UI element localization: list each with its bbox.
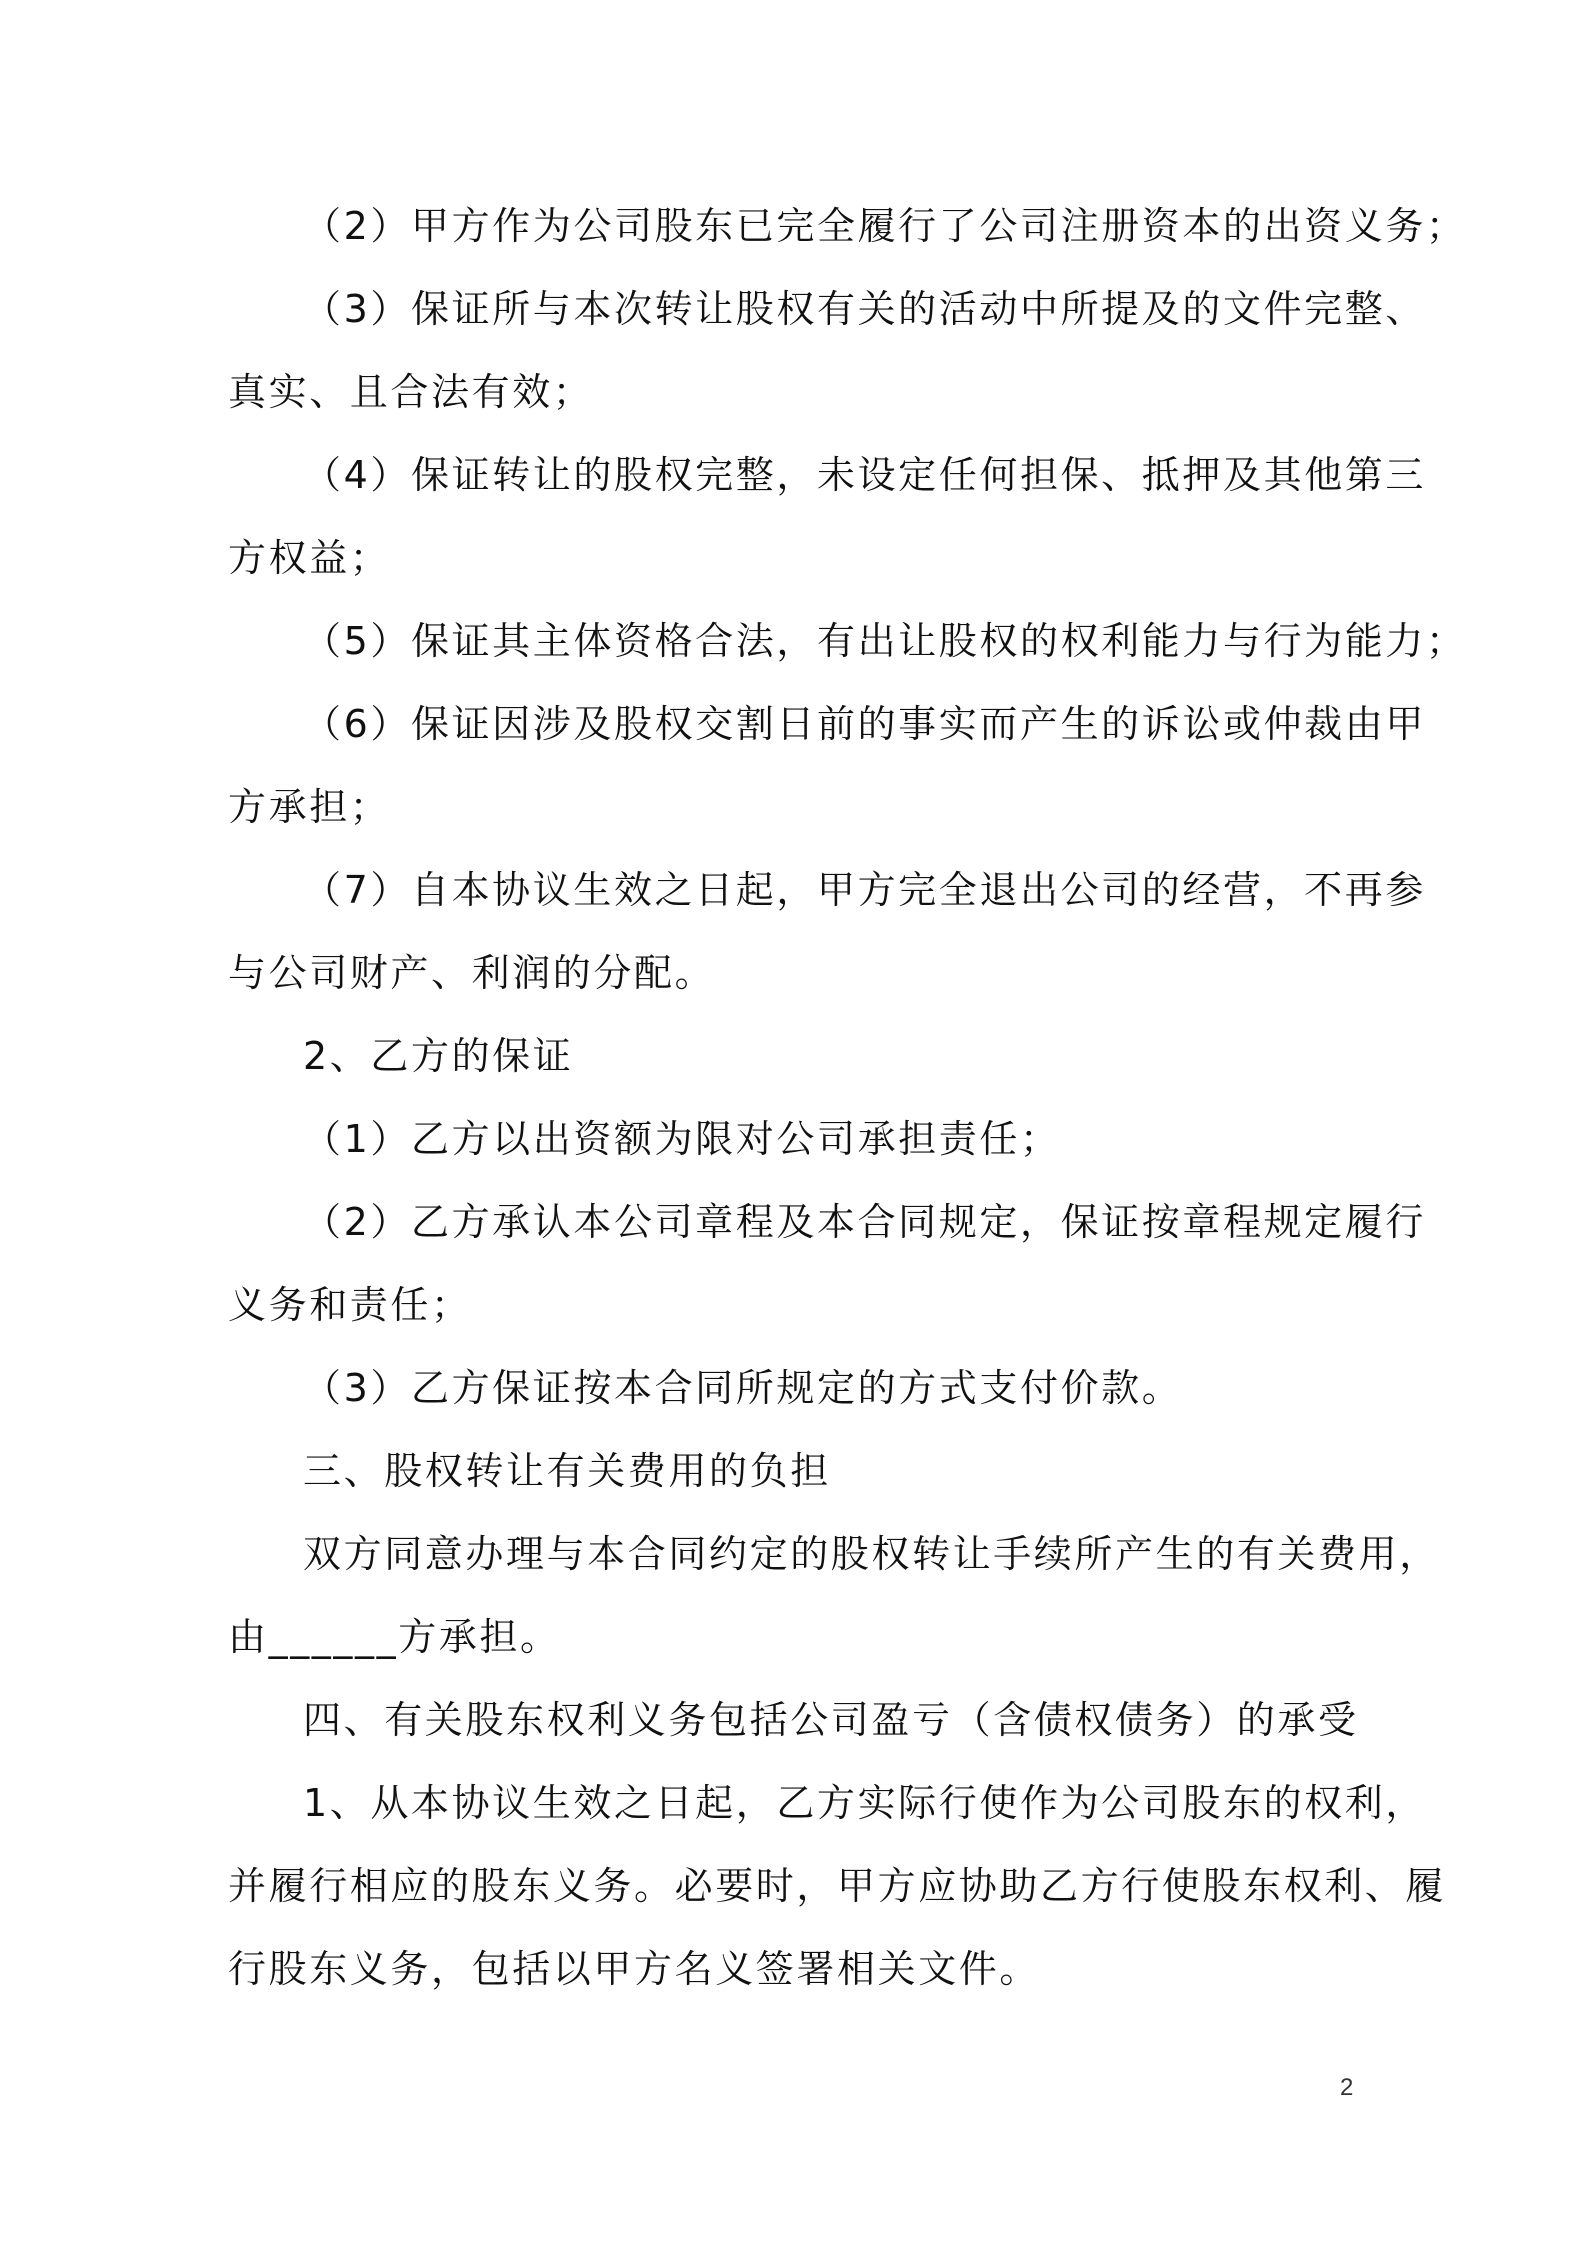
- section-four-clause1-line2: 并履行相应的股东义务。必要时，甲方应协助乙方行使股东权利、履: [228, 1864, 1447, 1908]
- section-four-clause1-line1: 1、从本协议生效之日起，乙方实际行使作为公司股东的权利，: [303, 1781, 1426, 1825]
- section-heading-four: 四、有关股东权利义务包括公司盈亏（含债权债务）的承受: [303, 1698, 1359, 1742]
- page-number: 2: [1340, 2074, 1354, 2101]
- clause-a5: （5）保证其主体资格合法，有出让股权的权利能力与行为能力；: [303, 619, 1467, 663]
- clause-b3: （3）乙方保证按本合同所规定的方式支付价款。: [303, 1366, 1183, 1410]
- clause-a2: （2）甲方作为公司股东已完全履行了公司注册资本的出资义务；: [303, 204, 1467, 248]
- clause-a4-line2: 方权益；: [228, 536, 391, 580]
- clause-a3-line1: （3）保证所与本次转让股权有关的活动中所提及的文件完整、: [303, 287, 1426, 331]
- clause-a4-line1: （4）保证转让的股权完整，未设定任何担保、抵押及其他第三: [303, 453, 1426, 497]
- clause-a7-line1: （7）自本协议生效之日起，甲方完全退出公司的经营，不再参: [303, 868, 1426, 912]
- clause-b2-line1: （2）乙方承认本公司章程及本合同规定，保证按章程规定履行: [303, 1200, 1426, 1244]
- section-heading-three: 三、股权转让有关费用的负担: [303, 1449, 831, 1493]
- clause-a6-line2: 方承担；: [228, 785, 391, 829]
- clause-a6-line1: （6）保证因涉及股权交割日前的事实而产生的诉讼或仲裁由甲: [303, 702, 1426, 746]
- clause-a7-line2: 与公司财产、利润的分配。: [228, 951, 716, 995]
- clause-b1: （1）乙方以出资额为限对公司承担责任；: [303, 1117, 1061, 1161]
- section-three-line2: 由______方承担。: [228, 1615, 561, 1659]
- section-four-clause1-line3: 行股东义务，包括以甲方名义签署相关文件。: [228, 1947, 1041, 1991]
- clause-a3-line2: 真实、且合法有效；: [228, 370, 594, 414]
- section-three-line1: 双方同意办理与本合同约定的股权转让手续所产生的有关费用，: [303, 1532, 1440, 1576]
- clause-b2-line2: 义务和责任；: [228, 1283, 472, 1327]
- document-body: [228, 185, 1467, 2011]
- section-heading-b-guarantee: 2、乙方的保证: [303, 1034, 574, 1078]
